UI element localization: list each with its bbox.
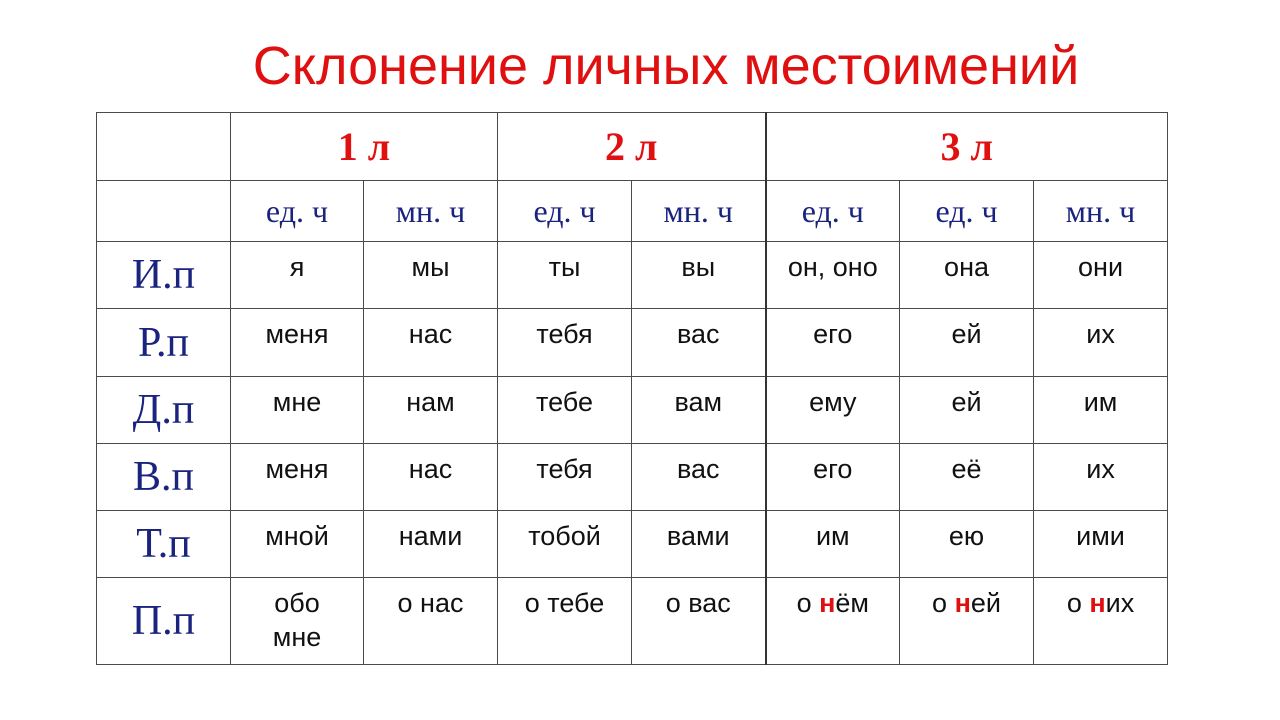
number-header: ед. ч (766, 181, 900, 242)
declension-table (96, 112, 1168, 665)
form-suffix: ей (970, 588, 1001, 618)
person-header-2: 2 л (498, 113, 766, 181)
form-cell (231, 578, 364, 665)
form-cell: о нас (364, 578, 498, 665)
table-row (97, 309, 1168, 377)
highlight-letter: н (819, 588, 836, 618)
form-cell: им (1034, 377, 1168, 444)
form-line: обо (274, 588, 320, 618)
form-cell (900, 578, 1034, 665)
table-row (97, 444, 1168, 511)
page-title: Склонение личных местоимений (252, 36, 1080, 96)
highlight-letter: н (954, 588, 971, 618)
table-row (97, 377, 1168, 444)
form-prefix: о (1066, 588, 1090, 618)
form-cell: вас (632, 444, 766, 511)
form-cell: нас (364, 309, 498, 377)
highlight-letter: н (1089, 588, 1106, 618)
person-header-1: 1 л (231, 113, 498, 181)
form-prefix: о (796, 588, 820, 618)
case-label: Т.п (97, 511, 231, 578)
table-row (97, 578, 1168, 665)
number-header: мн. ч (364, 181, 498, 242)
form-cell: мной (231, 511, 364, 578)
form-cell: её (900, 444, 1034, 511)
form-cell: она (900, 242, 1034, 309)
number-header: ед. ч (498, 181, 632, 242)
form-cell: их (1034, 309, 1168, 377)
number-header: мн. ч (632, 181, 766, 242)
form-cell: им (766, 511, 900, 578)
form-cell (766, 578, 900, 665)
form-cell (1034, 578, 1168, 665)
form-cell: мы (364, 242, 498, 309)
form-cell: тебе (498, 377, 632, 444)
form-cell: вы (632, 242, 766, 309)
table-row (97, 242, 1168, 309)
form-cell: он, оно (766, 242, 900, 309)
case-label: Р.п (97, 309, 231, 377)
form-cell: ему (766, 377, 900, 444)
form-cell: его (766, 444, 900, 511)
form-cell: ими (1034, 511, 1168, 578)
form-cell: его (766, 309, 900, 377)
person-header-3: 3 л (766, 113, 1168, 181)
form-cell: ею (900, 511, 1034, 578)
form-cell: вам (632, 377, 766, 444)
form-line: мне (272, 622, 322, 652)
form-cell: мне (231, 377, 364, 444)
form-cell: тобой (498, 511, 632, 578)
form-cell: о вас (632, 578, 766, 665)
form-suffix: их (1105, 588, 1135, 618)
form-cell: ей (900, 309, 1034, 377)
number-header: ед. ч (900, 181, 1034, 242)
form-cell: ты (498, 242, 632, 309)
empty-corner-cell (97, 181, 231, 242)
form-cell: меня (231, 444, 364, 511)
number-header: ед. ч (231, 181, 364, 242)
form-cell: нас (364, 444, 498, 511)
form-cell: меня (231, 309, 364, 377)
form-suffix: ём (835, 588, 869, 618)
form-cell: я (231, 242, 364, 309)
form-cell: тебя (498, 309, 632, 377)
case-label: Д.п (97, 377, 231, 444)
case-label: В.п (97, 444, 231, 511)
number-header-row (97, 181, 1168, 242)
case-label: И.п (97, 242, 231, 309)
number-header: мн. ч (1034, 181, 1168, 242)
form-cell: вас (632, 309, 766, 377)
empty-corner-cell (97, 113, 231, 181)
form-cell: их (1034, 444, 1168, 511)
form-cell: ей (900, 377, 1034, 444)
form-cell: вами (632, 511, 766, 578)
form-cell: о тебе (498, 578, 632, 665)
form-prefix: о (932, 588, 955, 618)
person-header-row (97, 113, 1168, 181)
table-row (97, 511, 1168, 578)
case-label: П.п (97, 578, 231, 665)
form-cell: тебя (498, 444, 632, 511)
form-cell: они (1034, 242, 1168, 309)
form-cell: нами (364, 511, 498, 578)
form-cell: нам (364, 377, 498, 444)
